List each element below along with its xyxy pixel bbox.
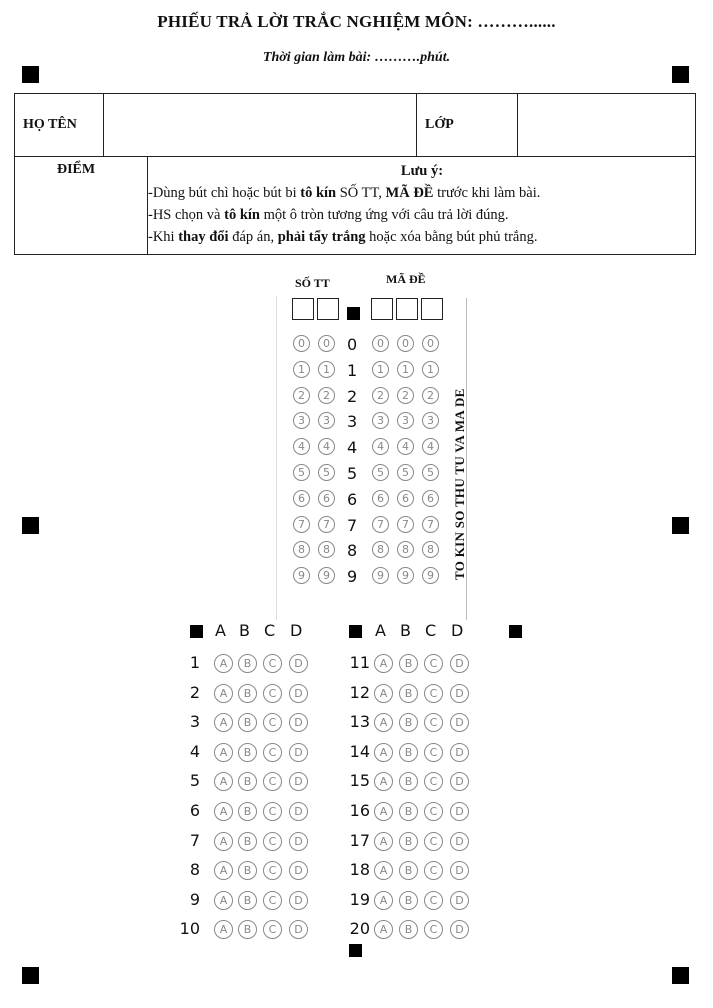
question-number: 8 (189, 860, 200, 879)
question-number: 17 (349, 831, 370, 850)
answer-bubble[interactable]: B (238, 654, 257, 673)
made-digit-bubble[interactable]: 9 (422, 567, 439, 584)
made-digit-bubble[interactable]: 9 (397, 567, 414, 584)
class-field[interactable] (519, 96, 691, 154)
answer-bubble[interactable]: D (450, 802, 469, 821)
made-digit-bubble[interactable]: 0 (372, 335, 389, 352)
divider (15, 156, 695, 157)
answer-bubble[interactable]: A (374, 743, 393, 762)
sott-digit-bubble[interactable]: 6 (293, 490, 310, 507)
note-text: -Dùng bút chì hoặc bút bi (148, 185, 301, 201)
answer-bubble[interactable]: C (263, 743, 282, 762)
digit-label: 7 (347, 516, 358, 535)
id-instruction-vertical: TO KIN SO THU TU VA MA DE (452, 388, 467, 580)
answer-bubble[interactable]: A (214, 832, 233, 851)
answer-bubble[interactable]: D (289, 920, 308, 939)
answer-bubble[interactable]: B (238, 772, 257, 791)
note-line-2 (148, 204, 696, 226)
notes-title: Lưu ý: (400, 163, 444, 179)
alignment-marker (509, 625, 522, 638)
answer-bubble[interactable]: A (214, 891, 233, 910)
answer-bubble[interactable]: B (238, 713, 257, 732)
made-digit-bubble[interactable]: 1 (397, 361, 414, 378)
digit-label: 8 (347, 541, 358, 560)
answer-bubble[interactable]: B (238, 684, 257, 703)
name-label: HỌ TÊN (23, 117, 77, 132)
answer-bubble[interactable]: D (450, 832, 469, 851)
answer-bubble[interactable]: D (450, 772, 469, 791)
question-number: 6 (189, 801, 200, 820)
answer-bubble[interactable]: B (399, 891, 418, 910)
note-text: trước khi làm bài. (433, 185, 541, 201)
made-digit-bubble[interactable]: 7 (422, 516, 439, 533)
made-digit-bubble[interactable]: 2 (397, 387, 414, 404)
answer-bubble[interactable]: C (424, 802, 443, 821)
sott-digit-bubble[interactable]: 5 (318, 464, 335, 481)
choice-header: A (215, 621, 226, 640)
made-digit-bubble[interactable]: 8 (422, 541, 439, 558)
made-digit-bubble[interactable]: 2 (422, 387, 439, 404)
question-number: 13 (349, 712, 370, 731)
sott-digit-bubble[interactable]: 0 (318, 335, 335, 352)
sott-digit-bubble[interactable]: 9 (318, 567, 335, 584)
made-digit-bubble[interactable]: 4 (372, 438, 389, 455)
answer-bubble[interactable]: A (374, 654, 393, 673)
made-box[interactable] (371, 298, 393, 320)
choice-header: B (400, 621, 411, 640)
made-digit-bubble[interactable]: 3 (397, 412, 414, 429)
question-number: 2 (189, 683, 200, 702)
alignment-marker (190, 625, 203, 638)
note-line-1 (148, 182, 696, 204)
digit-label: 0 (347, 335, 358, 354)
answer-bubble[interactable]: C (424, 743, 443, 762)
sott-digit-bubble[interactable]: 3 (293, 412, 310, 429)
made-box[interactable] (421, 298, 443, 320)
digit-label: 2 (347, 387, 358, 406)
sott-digit-bubble[interactable]: 6 (318, 490, 335, 507)
answer-bubble[interactable]: C (424, 832, 443, 851)
choice-header: B (239, 621, 250, 640)
question-number: 10 (179, 919, 200, 938)
answer-bubble[interactable]: C (424, 684, 443, 703)
alignment-marker (349, 944, 362, 957)
registration-marker (22, 517, 39, 534)
divider (416, 94, 417, 157)
answer-bubble[interactable]: C (263, 832, 282, 851)
sheet-title: PHIẾU TRẢ LỜI TRẮC NGHIỆM MÔN: ………...... (157, 12, 556, 31)
answer-bubble[interactable]: A (214, 713, 233, 732)
made-label: MÃ ĐỀ (386, 272, 426, 286)
question-number: 7 (189, 831, 200, 850)
answer-bubble[interactable]: C (424, 920, 443, 939)
sott-digit-bubble[interactable]: 4 (293, 438, 310, 455)
sott-digit-bubble[interactable]: 2 (318, 387, 335, 404)
answer-bubble[interactable]: C (424, 654, 443, 673)
question-number: 15 (349, 771, 370, 790)
sott-digit-bubble[interactable]: 8 (318, 541, 335, 558)
answer-bubble[interactable]: C (263, 684, 282, 703)
made-box[interactable] (396, 298, 418, 320)
note-line-3 (148, 226, 696, 248)
answer-bubble[interactable]: B (399, 743, 418, 762)
made-digit-bubble[interactable]: 6 (372, 490, 389, 507)
note-text: một ô tròn tương ứng với câu trả lời đúng. (260, 207, 509, 223)
answer-bubble[interactable]: A (374, 891, 393, 910)
question-number: 12 (349, 683, 370, 702)
question-number: 19 (349, 890, 370, 909)
note-emphasis: thay đổi (178, 229, 229, 245)
answer-bubble[interactable]: D (289, 861, 308, 880)
note-text: -Khi (148, 229, 179, 245)
made-digit-bubble[interactable]: 6 (422, 490, 439, 507)
made-digit-bubble[interactable]: 8 (372, 541, 389, 558)
note-emphasis: MÃ ĐỀ (385, 185, 434, 201)
answer-bubble[interactable]: A (374, 772, 393, 791)
answer-bubble[interactable]: A (214, 861, 233, 880)
made-digit-bubble[interactable]: 6 (397, 490, 414, 507)
note-emphasis: phải tẩy trắng (277, 229, 366, 245)
sott-digit-bubble[interactable]: 7 (293, 516, 310, 533)
answer-bubble[interactable]: B (399, 772, 418, 791)
alignment-marker (347, 307, 360, 320)
answer-bubble[interactable]: D (289, 832, 308, 851)
answer-bubble[interactable]: D (450, 743, 469, 762)
registration-marker (22, 967, 39, 984)
answer-bubble[interactable]: A (374, 832, 393, 851)
made-digit-bubble[interactable]: 4 (422, 438, 439, 455)
digit-label: 6 (347, 490, 358, 509)
answer-bubble[interactable]: B (399, 654, 418, 673)
answer-bubble[interactable]: D (450, 861, 469, 880)
alignment-marker (349, 625, 362, 638)
answer-bubble[interactable]: D (289, 684, 308, 703)
answer-bubble[interactable]: B (238, 861, 257, 880)
made-digit-bubble[interactable]: 5 (397, 464, 414, 481)
answer-bubble[interactable]: D (289, 891, 308, 910)
instructions (148, 160, 696, 248)
score-label: ĐIỂM (57, 162, 96, 177)
answer-bubble[interactable]: A (214, 920, 233, 939)
answer-bubble[interactable]: A (374, 861, 393, 880)
answer-bubble[interactable]: D (450, 920, 469, 939)
registration-marker (672, 517, 689, 534)
answer-bubble[interactable]: C (424, 861, 443, 880)
question-number: 3 (189, 712, 200, 731)
answer-bubble[interactable]: A (214, 772, 233, 791)
answer-bubble[interactable]: B (399, 802, 418, 821)
made-digit-bubble[interactable]: 0 (422, 335, 439, 352)
sott-digit-bubble[interactable]: 9 (293, 567, 310, 584)
answer-bubble[interactable]: A (374, 684, 393, 703)
digit-label: 3 (347, 412, 358, 431)
answer-bubble[interactable]: A (214, 743, 233, 762)
sott-box[interactable] (292, 298, 314, 320)
question-number: 20 (349, 919, 370, 938)
sott-digit-bubble[interactable]: 8 (293, 541, 310, 558)
answer-bubble[interactable]: C (263, 654, 282, 673)
made-digit-bubble[interactable]: 8 (397, 541, 414, 558)
registration-marker (22, 66, 39, 83)
answer-bubble[interactable]: C (263, 861, 282, 880)
answer-bubble[interactable]: D (289, 743, 308, 762)
sott-digit-bubble[interactable]: 4 (318, 438, 335, 455)
answer-bubble[interactable]: B (238, 802, 257, 821)
answer-bubble[interactable]: C (424, 891, 443, 910)
made-digit-bubble[interactable]: 5 (422, 464, 439, 481)
question-number: 4 (189, 742, 200, 761)
question-number: 9 (189, 890, 200, 909)
answer-bubble[interactable]: B (399, 920, 418, 939)
note-text: hoặc xóa bằng bút phủ trắng. (365, 229, 538, 245)
digit-label: 5 (347, 464, 358, 483)
made-digit-bubble[interactable]: 7 (397, 516, 414, 533)
question-number: 5 (189, 771, 200, 790)
question-number: 18 (349, 860, 370, 879)
divider (517, 94, 518, 157)
answer-bubble[interactable]: C (424, 713, 443, 732)
question-number: 11 (349, 653, 370, 672)
sott-digit-bubble[interactable]: 1 (318, 361, 335, 378)
question-number: 16 (349, 801, 370, 820)
sott-digit-bubble[interactable]: 3 (318, 412, 335, 429)
answer-bubble[interactable]: D (450, 713, 469, 732)
answer-bubble[interactable]: D (289, 802, 308, 821)
digit-label: 9 (347, 567, 358, 586)
answer-bubble[interactable]: A (214, 684, 233, 703)
note-text: đáp án, (228, 229, 278, 245)
made-digit-bubble[interactable]: 3 (422, 412, 439, 429)
sott-label: SỐ TT (295, 276, 330, 290)
made-digit-bubble[interactable]: 2 (372, 387, 389, 404)
sott-digit-bubble[interactable]: 7 (318, 516, 335, 533)
answer-bubble[interactable]: B (238, 891, 257, 910)
made-digit-bubble[interactable]: 4 (397, 438, 414, 455)
made-digit-bubble[interactable]: 1 (372, 361, 389, 378)
answer-bubble[interactable]: D (450, 891, 469, 910)
made-digit-bubble[interactable]: 7 (372, 516, 389, 533)
answer-bubble[interactable]: B (399, 832, 418, 851)
made-digit-bubble[interactable]: 1 (422, 361, 439, 378)
choice-header: D (451, 621, 464, 640)
answer-bubble[interactable]: A (374, 802, 393, 821)
answer-bubble[interactable]: B (399, 713, 418, 732)
made-digit-bubble[interactable]: 5 (372, 464, 389, 481)
sott-digit-bubble[interactable]: 2 (293, 387, 310, 404)
answer-bubble[interactable]: C (263, 802, 282, 821)
answer-bubble[interactable]: B (238, 920, 257, 939)
answer-bubble[interactable]: C (263, 772, 282, 791)
answer-bubble[interactable]: B (399, 861, 418, 880)
sott-digit-bubble[interactable]: 1 (293, 361, 310, 378)
made-digit-bubble[interactable]: 3 (372, 412, 389, 429)
registration-marker (672, 967, 689, 984)
answer-bubble[interactable]: B (238, 832, 257, 851)
answer-bubble[interactable]: A (374, 713, 393, 732)
class-label: LỚP (425, 117, 454, 132)
time-subtitle: Thời gian làm bài: ……….phút. (262, 50, 451, 65)
note-text: SỐ TT, (336, 185, 386, 201)
answer-bubble[interactable]: D (289, 713, 308, 732)
note-text: -HS chọn và (148, 207, 225, 223)
name-field[interactable] (105, 96, 413, 154)
answer-bubble[interactable]: A (214, 802, 233, 821)
sott-digit-bubble[interactable]: 0 (293, 335, 310, 352)
digit-label: 1 (347, 361, 358, 380)
choice-header: A (375, 621, 386, 640)
made-digit-bubble[interactable]: 9 (372, 567, 389, 584)
answer-bubble[interactable]: A (214, 654, 233, 673)
answer-bubble[interactable]: C (263, 920, 282, 939)
question-number: 1 (189, 653, 200, 672)
answer-bubble[interactable]: B (399, 684, 418, 703)
answer-bubble[interactable]: D (450, 654, 469, 673)
answer-bubble[interactable]: D (289, 654, 308, 673)
sott-box[interactable] (317, 298, 339, 320)
registration-marker (672, 66, 689, 83)
answer-bubble[interactable]: D (450, 684, 469, 703)
digit-label: 4 (347, 438, 358, 457)
note-emphasis: tô kín (300, 185, 337, 201)
divider (276, 296, 277, 620)
choice-header: C (264, 621, 276, 640)
choice-header: D (290, 621, 303, 640)
made-digit-bubble[interactable]: 0 (397, 335, 414, 352)
answer-bubble[interactable]: C (263, 713, 282, 732)
answer-bubble[interactable]: A (374, 920, 393, 939)
note-emphasis: tô kín (224, 207, 260, 223)
sott-digit-bubble[interactable]: 5 (293, 464, 310, 481)
answer-bubble[interactable]: D (289, 772, 308, 791)
answer-bubble[interactable]: C (263, 891, 282, 910)
answer-bubble[interactable]: C (424, 772, 443, 791)
answer-bubble[interactable]: B (238, 743, 257, 762)
choice-header: C (425, 621, 437, 640)
question-number: 14 (349, 742, 370, 761)
divider (103, 94, 104, 157)
